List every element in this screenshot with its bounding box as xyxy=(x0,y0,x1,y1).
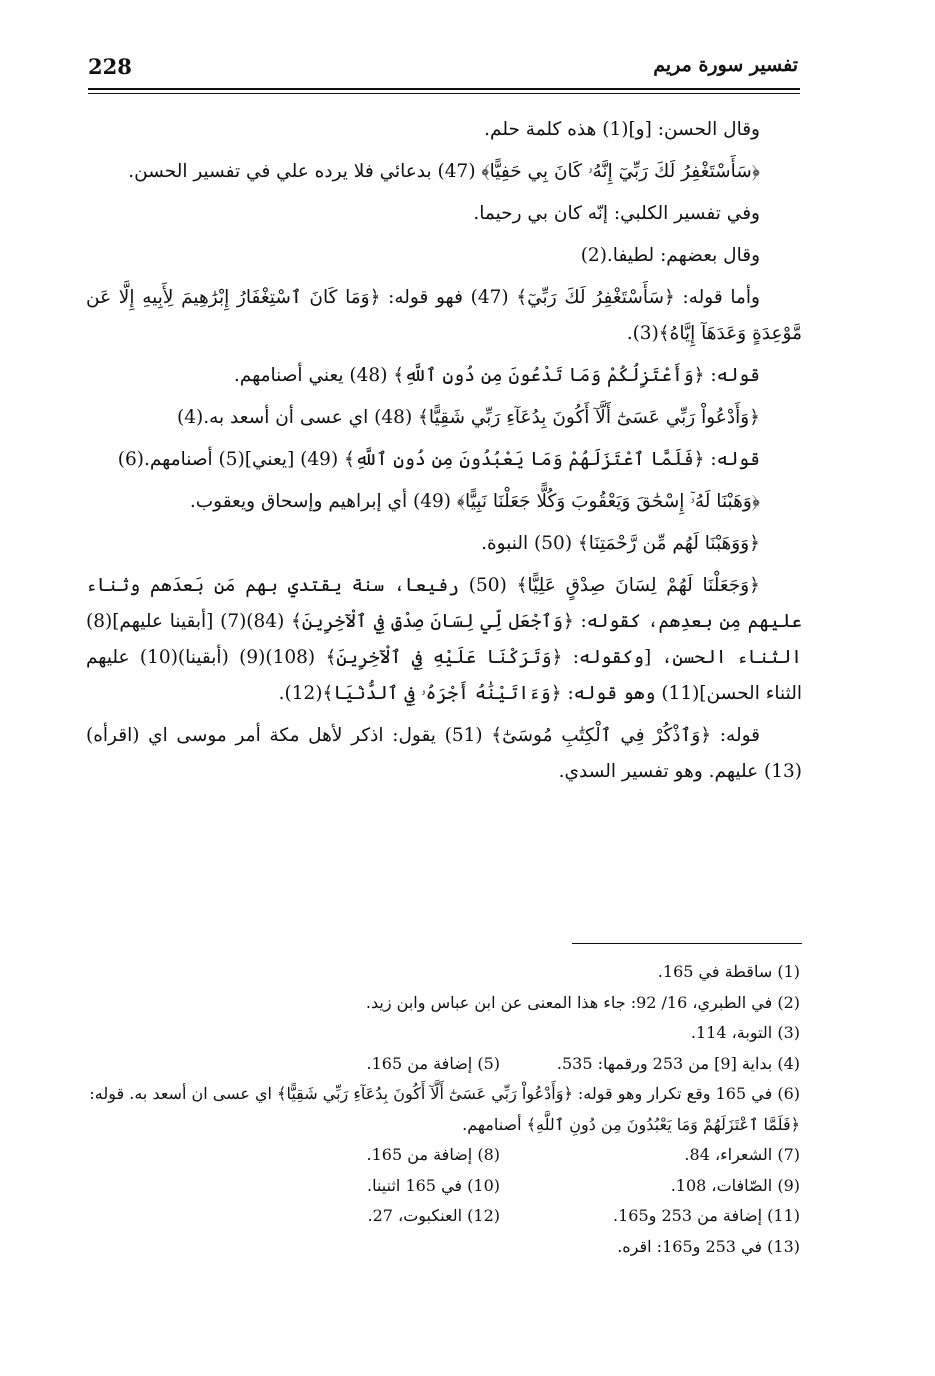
footnote: (6) في 165 وقع تكرار وهو قوله: ﴿وَأَدْعُواْ رَبِّي عَسَىٰٓ أَلَّآ أَكُونَ بِدُعَآءِ رَبِّي شَقِيًّا﴾ اي عسى ان أسعد به. قوله: ﴿فَلَمَّا ٱعْتَزَلَهُمْ وَمَا يَعْبُدُونَ مِن دُونِ ٱللَّهِ﴾ أصنامهم. xyxy=(89,1084,800,1134)
footnote: (9) الصّافات، 108. xyxy=(670,1175,800,1195)
paragraph: ﴿وَهَبْنَا لَهُۥٓ إِسْحَٰقَ وَيَعْقُوبَ وَكُلًّا جَعَلْنَا نَبِيًّا﴾ (49) أي إبراهيم وإسحاق ويعقوب. xyxy=(189,491,760,512)
footnote: (2) في الطبري، 16/ 92: جاء هذا المعنى عن ابن عباس وابن زيد. xyxy=(365,992,800,1012)
paragraph: وفي تفسير الكلبي: إنّه كان بي رحيما. xyxy=(473,203,760,224)
main-text xyxy=(86,112,802,790)
paragraph: ﴿وَأَدْعُواْ رَبِّي عَسَىٰٓ أَلَّآ أَكُونَ بِدُعَآءِ رَبِّي شَقِيًّا﴾ (48) اي عسى أن أسعد به.(4) xyxy=(177,407,760,428)
paragraph: ﴿وَجَعَلْنَا لَهُمْ لِسَانَ صِدْقٍ عَلِيًّا﴾ (50) رفيعا، سنة يقتدي بهم مَن بَعدَهم وثناء عليهم مِن بعدِهم، كقوله: ﴿وَٱجْعَل لِّي لِسَانَ صِدْقٍ فِي ٱلْآخِرِينَ﴾ (84)(7) [أبقينا عليهم](8) الثناء الحسن، [وكقوله: ﴿وَتَرَكْنَا عَلَيْهِ فِي ٱلْآخِرِينَ﴾ (108)(9) (أبقينا)(10) عليهم الثناء الحسن](11) وهو قوله: ﴿وَءَاتَيْنَٰهُ أَجْرَهُۥ فِي ٱلدُّنْيَا﴾(12). xyxy=(86,575,802,704)
footnotes xyxy=(86,957,800,1262)
footnote-rule xyxy=(572,943,802,944)
footnote-row xyxy=(86,1171,800,1202)
running-title: تفسير سورة مريم xyxy=(653,54,798,76)
paragraph: ﴿سَأَسْتَغْفِرُ لَكَ رَبِّيٓ إِنَّهُۥ كَانَ بِي حَفِيًّا﴾ (47) بدعائي فلا يرده علي في تفسير الحسن. xyxy=(128,161,760,182)
header-rule xyxy=(88,88,800,90)
page-number: 228 xyxy=(88,54,132,79)
footnote: (7) الشعراء، 84. xyxy=(684,1145,800,1164)
header-rule-thin xyxy=(88,93,800,94)
paragraph: قوله: ﴿وَٱذْكُرْ فِي ٱلْكِتَٰبِ مُوسَىٰٓ﴾ (51) يقول: اذكر لأهل مكة أمر موسى اي (اقرأه)(13) عليهم. وهو تفسير السدي. xyxy=(86,725,802,782)
footnote: (3) التوبة، 114. xyxy=(690,1023,800,1042)
footnote: (10) في 165 اثنينا. xyxy=(367,1175,500,1195)
footnote: (5) إضافة من 165. xyxy=(366,1053,500,1073)
footnote: (4) بداية [9] من 253 ورقمها: 535. xyxy=(556,1053,800,1073)
paragraph: وقال الحسن: [و](1) هذه كلمة حلم. xyxy=(484,119,760,140)
footnote-row xyxy=(86,1201,800,1232)
footnote: (13) في 253 و165: اقره. xyxy=(617,1236,800,1256)
page-header xyxy=(88,50,798,86)
footnote-row xyxy=(86,1049,800,1080)
footnote: (12) العنكبوت، 27. xyxy=(367,1206,500,1225)
footnote: (8) إضافة من 165. xyxy=(366,1145,500,1164)
footnote-row xyxy=(86,1140,800,1171)
paragraph: قوله: ﴿وَأَعْتَزِلُكُمْ وَمَا تَدْعُونَ مِن دُونِ ٱللَّهِ﴾ (48) يعني أصنامهم. xyxy=(233,365,760,386)
paragraph: وقال بعضهم: لطيفا.(2) xyxy=(580,245,760,266)
footnote: (11) إضافة من 253 و165. xyxy=(613,1206,800,1225)
footnote: (1) ساقطة في 165. xyxy=(657,962,800,981)
paragraph: ﴿وَوَهَبْنَا لَهُم مِّن رَّحْمَتِنَا﴾ (50) النبوة. xyxy=(481,533,760,554)
paragraph: قوله: ﴿فَلَمَّا ٱعْتَزَلَهُمْ وَمَا يَعْبُدُونَ مِن دُونِ ٱللَّهِ﴾ (49) [يعني](5) أصنامهم.(6) xyxy=(117,449,760,470)
paragraph: وأما قوله: ﴿سَأَسْتَغْفِرُ لَكَ رَبِّيٓ﴾ (47) فهو قوله: ﴿وَمَا كَانَ ٱسْتِغْفَارُ إِبْرَٰهِيمَ لِأَبِيهِ إِلَّا عَن مَّوْعِدَةٍ وَعَدَهَآ إِيَّاهُ﴾(3). xyxy=(86,287,802,344)
